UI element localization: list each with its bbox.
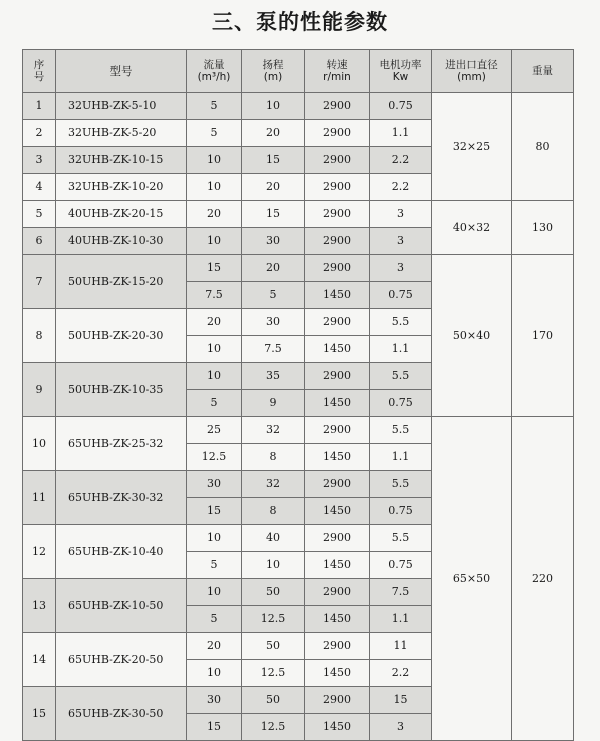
flow-cell: 30 — [187, 687, 242, 714]
head-cell: 30 — [242, 309, 305, 336]
row-number: 11 — [23, 471, 56, 525]
power-cell: 0.75 — [370, 390, 432, 417]
flow-cell: 20 — [187, 633, 242, 660]
header-power: 电机功率 Kw — [370, 50, 432, 93]
flow-cell: 5 — [187, 120, 242, 147]
speed-cell: 2900 — [305, 93, 370, 120]
row-number: 1 — [23, 93, 56, 120]
power-cell: 2.2 — [370, 147, 432, 174]
flow-cell: 5 — [187, 552, 242, 579]
head-cell: 32 — [242, 417, 305, 444]
row-number: 15 — [23, 687, 56, 741]
speed-cell: 2900 — [305, 147, 370, 174]
model-cell: 40UHB-ZK-10-30 — [56, 228, 187, 255]
performance-table — [22, 49, 574, 741]
weight-cell: 220 — [512, 417, 574, 741]
power-cell: 3 — [370, 714, 432, 741]
flow-cell: 10 — [187, 525, 242, 552]
port-diameter-cell: 32×25 — [432, 93, 512, 201]
head-cell: 8 — [242, 498, 305, 525]
flow-cell: 10 — [187, 579, 242, 606]
flow-cell: 20 — [187, 201, 242, 228]
power-cell: 0.75 — [370, 93, 432, 120]
model-cell: 32UHB-ZK-5-20 — [56, 120, 187, 147]
row-number: 10 — [23, 417, 56, 471]
head-cell: 32 — [242, 471, 305, 498]
speed-cell: 1450 — [305, 606, 370, 633]
row-number: 2 — [23, 120, 56, 147]
head-cell: 12.5 — [242, 606, 305, 633]
header-port: 进出口直径 (mm) — [432, 50, 512, 93]
flow-cell: 25 — [187, 417, 242, 444]
table-row — [23, 201, 574, 228]
head-cell: 50 — [242, 579, 305, 606]
power-cell: 1.1 — [370, 336, 432, 363]
model-cell: 50UHB-ZK-10-35 — [56, 363, 187, 417]
speed-cell: 1450 — [305, 336, 370, 363]
head-cell: 50 — [242, 633, 305, 660]
header-speed: 转速 r/min — [305, 50, 370, 93]
flow-cell: 15 — [187, 255, 242, 282]
weight-cell: 170 — [512, 255, 574, 417]
model-cell: 65UHB-ZK-30-32 — [56, 471, 187, 525]
model-cell: 65UHB-ZK-30-50 — [56, 687, 187, 741]
weight-cell: 130 — [512, 201, 574, 255]
speed-cell: 2900 — [305, 201, 370, 228]
head-cell: 5 — [242, 282, 305, 309]
flow-cell: 30 — [187, 471, 242, 498]
flow-cell: 10 — [187, 147, 242, 174]
model-cell: 65UHB-ZK-25-32 — [56, 417, 187, 471]
power-cell: 11 — [370, 633, 432, 660]
head-cell: 10 — [242, 552, 305, 579]
flow-cell: 10 — [187, 363, 242, 390]
head-cell: 8 — [242, 444, 305, 471]
head-cell: 20 — [242, 255, 305, 282]
page-title: 三、泵的性能参数 — [212, 10, 388, 34]
power-cell: 2.2 — [370, 660, 432, 687]
power-cell: 1.1 — [370, 120, 432, 147]
speed-cell: 2900 — [305, 525, 370, 552]
model-cell: 32UHB-ZK-5-10 — [56, 93, 187, 120]
speed-cell: 2900 — [305, 309, 370, 336]
power-cell: 5.5 — [370, 471, 432, 498]
power-cell: 5.5 — [370, 417, 432, 444]
power-cell: 5.5 — [370, 309, 432, 336]
speed-cell: 1450 — [305, 552, 370, 579]
head-cell: 20 — [242, 120, 305, 147]
model-cell: 40UHB-ZK-20-15 — [56, 201, 187, 228]
flow-cell: 10 — [187, 336, 242, 363]
speed-cell: 1450 — [305, 498, 370, 525]
speed-cell: 1450 — [305, 444, 370, 471]
header-model: 型号 — [56, 50, 187, 93]
port-diameter-cell: 40×32 — [432, 201, 512, 255]
row-number: 8 — [23, 309, 56, 363]
power-cell: 1.1 — [370, 444, 432, 471]
row-number: 5 — [23, 201, 56, 228]
table-row — [23, 93, 574, 120]
flow-cell: 5 — [187, 606, 242, 633]
head-cell: 9 — [242, 390, 305, 417]
row-number: 9 — [23, 363, 56, 417]
row-number: 3 — [23, 147, 56, 174]
speed-cell: 2900 — [305, 579, 370, 606]
speed-cell: 1450 — [305, 714, 370, 741]
speed-cell: 2900 — [305, 255, 370, 282]
flow-cell: 5 — [187, 93, 242, 120]
row-number: 6 — [23, 228, 56, 255]
speed-cell: 2900 — [305, 417, 370, 444]
row-number: 4 — [23, 174, 56, 201]
header-head: 扬程 (m) — [242, 50, 305, 93]
flow-cell: 12.5 — [187, 444, 242, 471]
flow-cell: 20 — [187, 309, 242, 336]
speed-cell: 1450 — [305, 282, 370, 309]
speed-cell: 2900 — [305, 120, 370, 147]
model-cell: 65UHB-ZK-10-40 — [56, 525, 187, 579]
header-weight: 重量 — [512, 50, 574, 93]
power-cell: 0.75 — [370, 552, 432, 579]
speed-cell: 2900 — [305, 471, 370, 498]
power-cell: 3 — [370, 255, 432, 282]
speed-cell: 1450 — [305, 390, 370, 417]
row-number: 12 — [23, 525, 56, 579]
power-cell: 2.2 — [370, 174, 432, 201]
head-cell: 10 — [242, 93, 305, 120]
speed-cell: 2900 — [305, 228, 370, 255]
row-number: 7 — [23, 255, 56, 309]
model-cell: 65UHB-ZK-10-50 — [56, 579, 187, 633]
power-cell: 0.75 — [370, 282, 432, 309]
head-cell: 35 — [242, 363, 305, 390]
port-diameter-cell: 50×40 — [432, 255, 512, 417]
speed-cell: 2900 — [305, 633, 370, 660]
model-cell: 32UHB-ZK-10-15 — [56, 147, 187, 174]
table-row — [23, 417, 574, 444]
flow-cell: 5 — [187, 390, 242, 417]
speed-cell: 2900 — [305, 363, 370, 390]
power-cell: 0.75 — [370, 498, 432, 525]
speed-cell: 1450 — [305, 660, 370, 687]
head-cell: 20 — [242, 174, 305, 201]
head-cell: 15 — [242, 147, 305, 174]
flow-cell: 10 — [187, 660, 242, 687]
head-cell: 40 — [242, 525, 305, 552]
header-row — [23, 50, 574, 93]
head-cell: 12.5 — [242, 714, 305, 741]
power-cell: 7.5 — [370, 579, 432, 606]
power-cell: 3 — [370, 201, 432, 228]
model-cell: 65UHB-ZK-20-50 — [56, 633, 187, 687]
head-cell: 15 — [242, 201, 305, 228]
power-cell: 15 — [370, 687, 432, 714]
model-cell: 50UHB-ZK-15-20 — [56, 255, 187, 309]
power-cell: 5.5 — [370, 363, 432, 390]
weight-cell: 80 — [512, 93, 574, 201]
model-cell: 50UHB-ZK-20-30 — [56, 309, 187, 363]
flow-cell: 15 — [187, 714, 242, 741]
head-cell: 12.5 — [242, 660, 305, 687]
power-cell: 3 — [370, 228, 432, 255]
head-cell: 50 — [242, 687, 305, 714]
head-cell: 30 — [242, 228, 305, 255]
head-cell: 7.5 — [242, 336, 305, 363]
table-row — [23, 255, 574, 282]
model-cell: 32UHB-ZK-10-20 — [56, 174, 187, 201]
flow-cell: 15 — [187, 498, 242, 525]
row-number: 14 — [23, 633, 56, 687]
flow-cell: 7.5 — [187, 282, 242, 309]
power-cell: 1.1 — [370, 606, 432, 633]
row-number: 13 — [23, 579, 56, 633]
speed-cell: 2900 — [305, 687, 370, 714]
port-diameter-cell: 65×50 — [432, 417, 512, 741]
flow-cell: 10 — [187, 174, 242, 201]
header-index: 序 号 — [23, 50, 56, 93]
speed-cell: 2900 — [305, 174, 370, 201]
header-flow: 流量 (m³/h) — [187, 50, 242, 93]
power-cell: 5.5 — [370, 525, 432, 552]
flow-cell: 10 — [187, 228, 242, 255]
